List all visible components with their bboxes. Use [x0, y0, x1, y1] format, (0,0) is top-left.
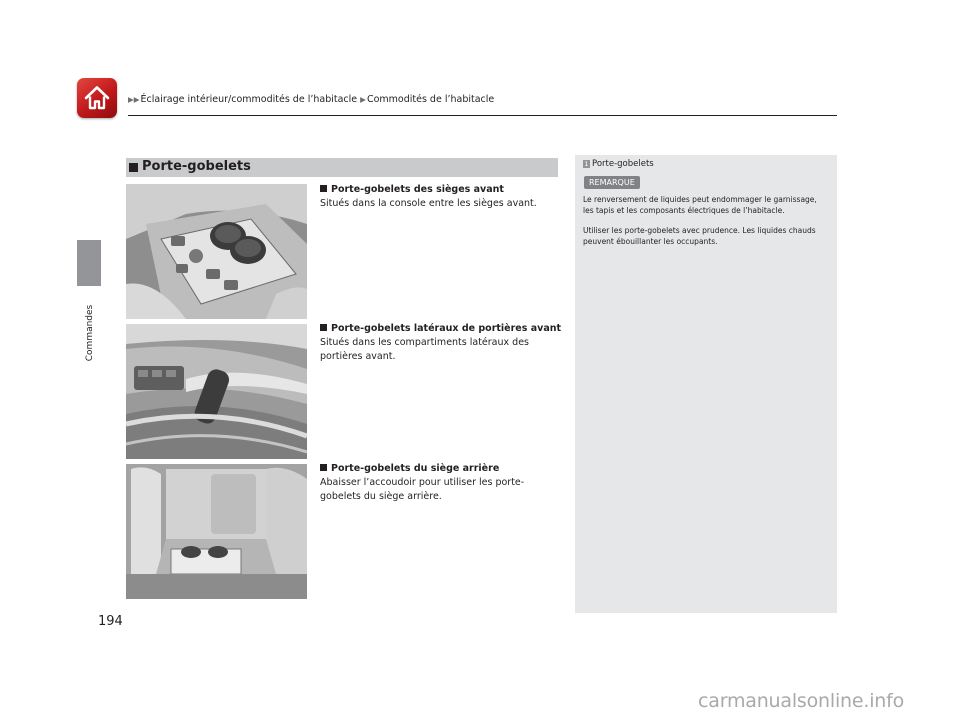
page-number: 194 [98, 614, 123, 629]
sidebar-tab[interactable] [77, 240, 101, 286]
breadcrumb-arrow-icon: ▶ [360, 95, 366, 104]
home-icon [83, 84, 111, 112]
section-square-icon [129, 163, 138, 172]
note-title-text: Porte-gobelets [592, 159, 654, 169]
note-title [583, 159, 654, 169]
bullet-square-icon [320, 464, 327, 471]
breadcrumb-item[interactable]: Commodités de l’habitacle [366, 94, 495, 105]
subsection-body: Abaisser l’accoudoir pour utiliser les porte-gobelets du siège arrière. [320, 477, 525, 502]
home-button[interactable] [77, 78, 117, 118]
door-pocket-cupholder-image [126, 324, 307, 459]
subsection-heading: Porte-gobelets latéraux de portières avant [331, 323, 562, 334]
remarque-badge: REMARQUE [584, 176, 640, 189]
note-ref-number: 1 [584, 160, 589, 168]
section-title: Porte-gobelets [142, 159, 251, 174]
subsection-heading: Porte-gobelets des sièges avant [331, 184, 504, 195]
subsection-door-side [320, 323, 565, 364]
bullet-square-icon [320, 185, 327, 192]
note-paragraph: Utiliser les porte-gobelets avec prudence. Les liquides chauds peuvent ébouillanter les occupants. [583, 226, 816, 246]
subsection-body: Situés dans la console entre les sièges avant. [320, 198, 537, 209]
breadcrumb [128, 94, 494, 105]
subsection-heading: Porte-gobelets du siège arrière [331, 463, 500, 474]
section-header [126, 158, 558, 177]
breadcrumb-item[interactable]: Éclairage intérieur/commodités de l’habitacle [140, 94, 358, 105]
front-console-cupholder-image [126, 184, 307, 319]
rear-armrest-cupholder-image [126, 464, 307, 599]
subsection-body: Situés dans les compartiments latéraux des portières avant. [320, 337, 529, 362]
note-text [583, 194, 829, 256]
subsection-rear-seat [320, 463, 565, 504]
watermark: carmanualsonline.info [698, 690, 905, 712]
note-paragraph: Le renversement de liquides peut endommager le garnissage, les tapis et les composants électriques de l’habitacle. [583, 195, 817, 215]
breadcrumb-arrow-icon: ▶▶ [128, 95, 140, 104]
sidebar-tab-label: Commandes [85, 304, 95, 362]
subsection-front-seat [320, 184, 565, 211]
header-divider [128, 115, 837, 116]
note-panel [575, 155, 837, 613]
bullet-square-icon [320, 324, 327, 331]
